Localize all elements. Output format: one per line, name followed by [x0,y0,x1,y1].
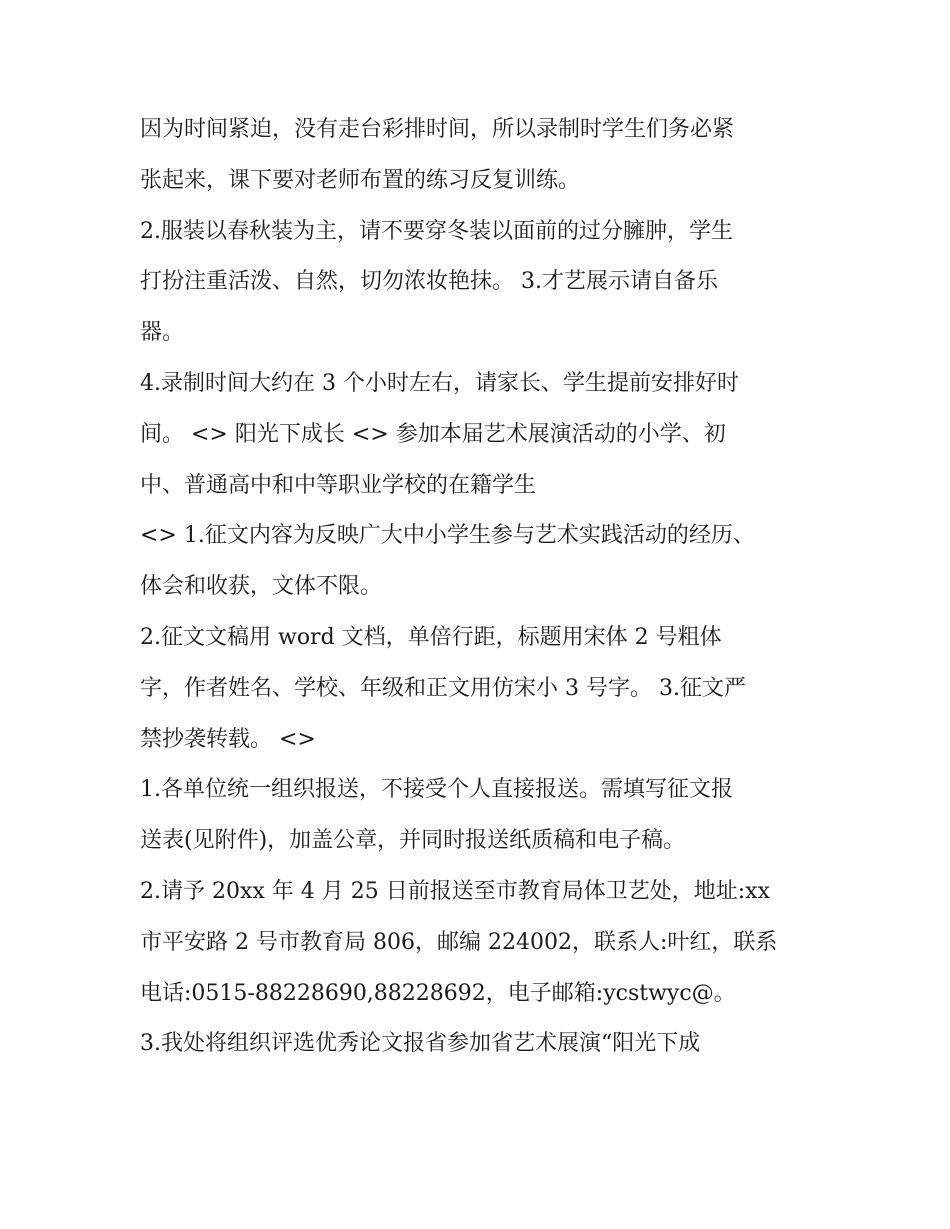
text-line: 中、普通高中和中等职业学校的在籍学生 [140,472,537,498]
text-line: 因为时间紧迫，没有走台彩排时间，所以录制时学生们务必紧 [140,117,735,142]
text-line: 字，作者姓名、学校、年级和正文用仿宋小 3 号字。 3.征文严 [140,675,746,701]
text-line: 间。 <> 阳光下成长 <> 参加本届艺术展演活动的小学、初 [140,421,726,447]
text-line: 器。 [140,320,185,346]
text-line: 电话:0515-88228690,88228692，电子邮箱:ycstwyc@。 [140,980,736,1006]
text-line: 打扮注重活泼、自然，切勿浓妆艳抹。 3.才艺展示请自备乐 [140,269,718,295]
text-line: 市平安路 2 号市教育局 806，邮编 224002，联系人:叶红，联系 [140,929,778,955]
text-line: 3.我处将组织评选优秀论文报省参加省艺术展演“阳光下成 [140,1031,701,1057]
text-line: <> 1.征文内容为反映广大中小学生参与艺术实践活动的经历、 [140,523,755,549]
body-text [140,105,820,1070]
text-line: 体会和收获，文体不限。 [140,574,383,600]
text-line: 送表(见附件)，加盖公章，并同时报送纸质稿和电子稿。 [140,828,686,854]
text-line: 2.请予 20xx 年 4 月 25 日前报送至市教育局体卫艺处，地址:xx [140,878,770,904]
text-line: 4.录制时间大约在 3 个小时左右，请家长、学生提前安排好时 [140,370,739,396]
text-line: 张起来，课下要对老师布置的练习反复训练。 [140,167,581,193]
text-line: 2.服装以春秋装为主，请不要穿冬装以面前的过分臃肿，学生 [140,218,733,244]
text-line: 2.征文文稿用 word 文档，单倍行距，标题用宋体 2 号粗体 [140,624,722,650]
text-line: 1.各单位统一组织报送，不接受个人直接报送。需填写征文报 [140,777,733,803]
text-line: 禁抄袭转载。 <> [140,726,316,752]
